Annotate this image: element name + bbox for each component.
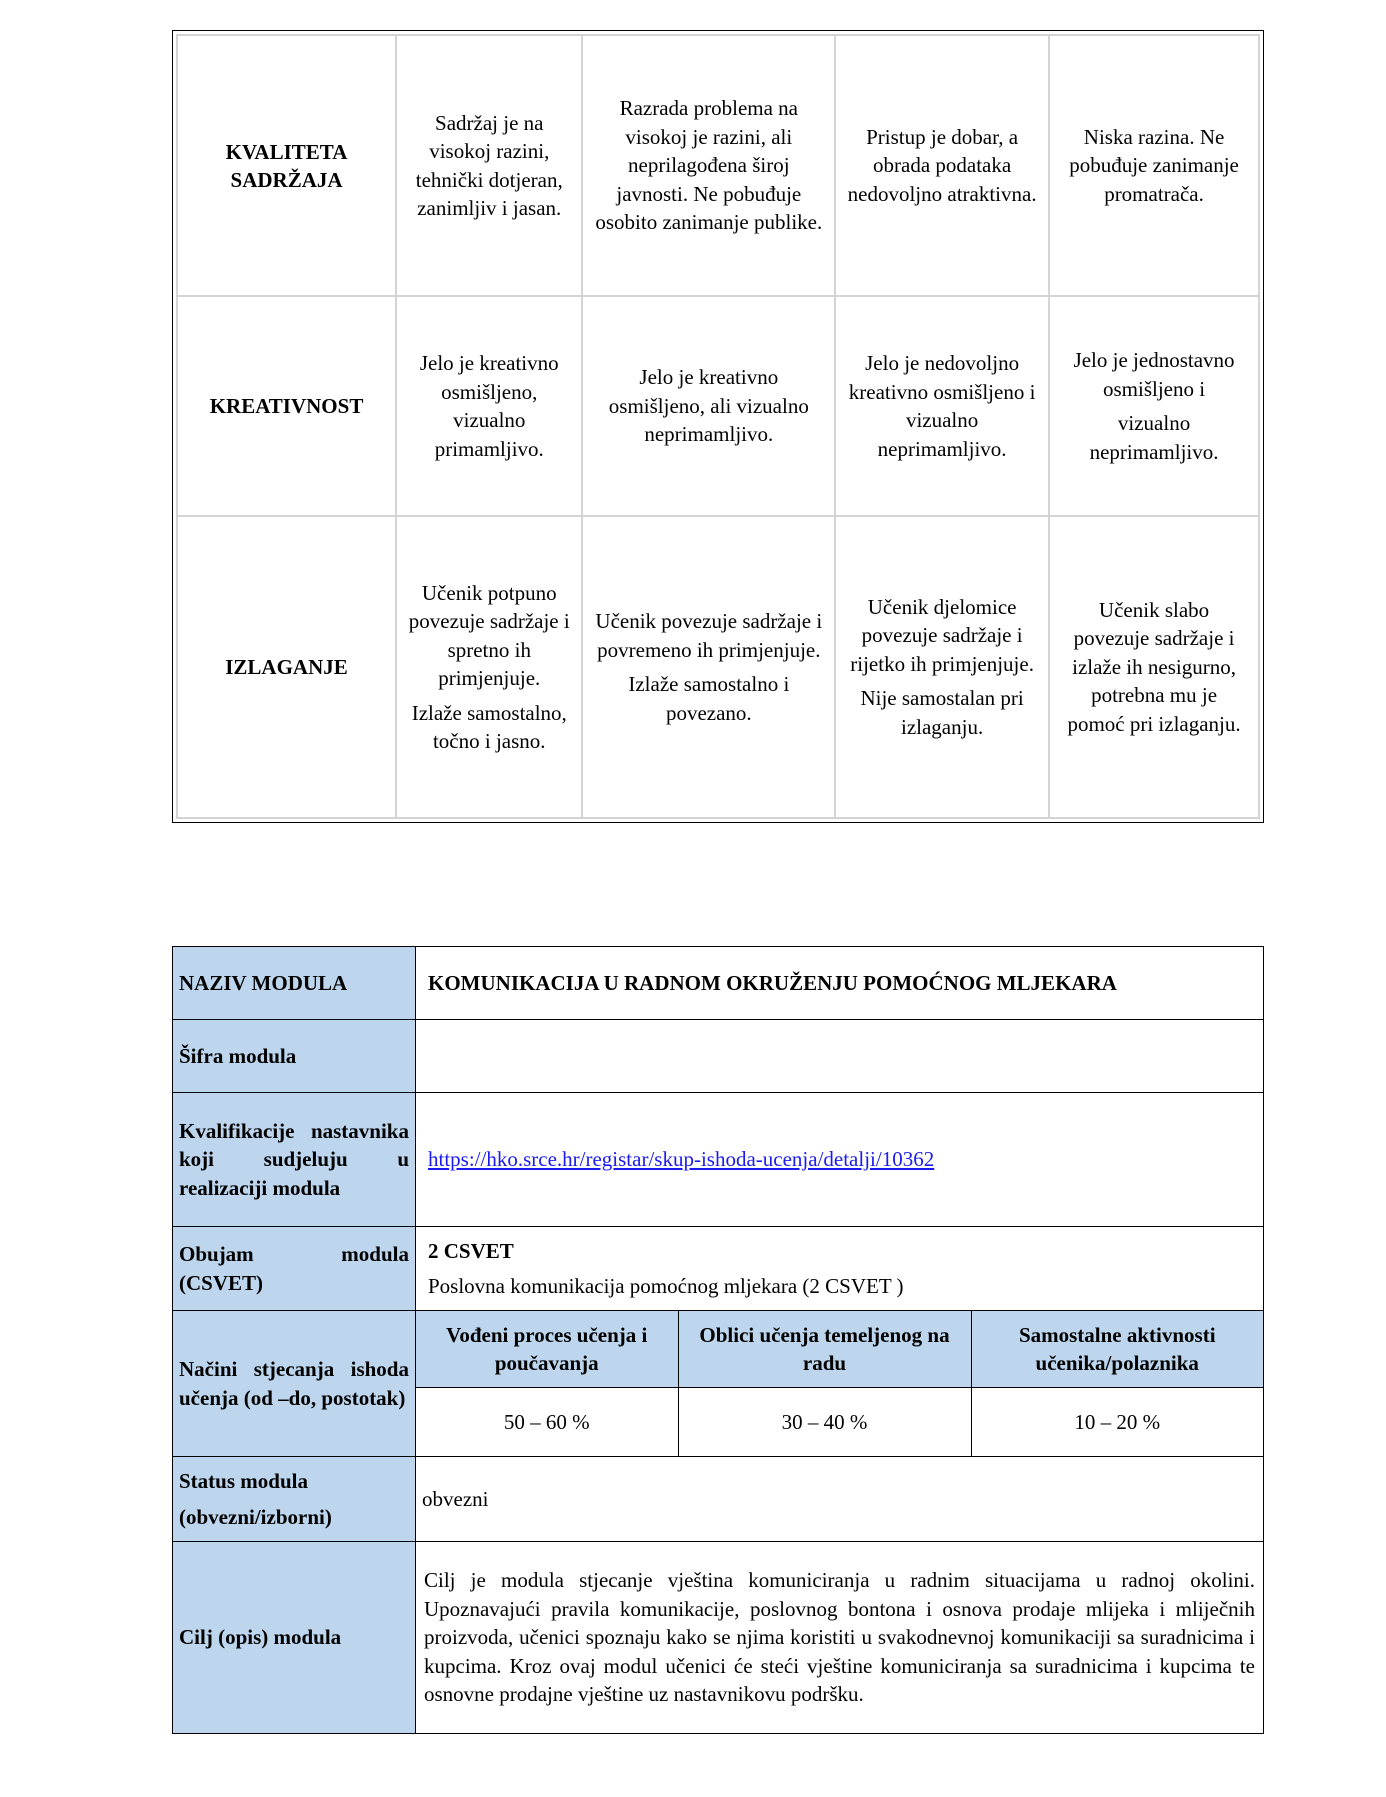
qualifications-row <box>173 1093 1264 1227</box>
method-percentage: 10 – 20 % <box>971 1388 1263 1457</box>
cell-text: Jelo je kreativno osmišljeno, ali vizualno neprimamljivo. <box>608 365 809 447</box>
qualifications-value <box>416 1093 1264 1227</box>
cell-text: vizualno neprimamljivo. <box>1089 411 1219 464</box>
module-code-label: Šifra modula <box>173 1020 416 1093</box>
rubric-cell <box>582 516 835 818</box>
cell-text: Razrada problema na visokoj je razini, ali neprilagođena široj javnosti. Ne pobuđuje osobito zanimanje publike. <box>595 96 823 235</box>
cell-text: Učenik djelomice povezuje sadržaje i rijetko ih primjenjuje. <box>850 594 1034 676</box>
rubric-cell <box>835 296 1049 516</box>
volume-row <box>173 1227 1264 1311</box>
rubric-row-quality <box>177 35 1259 296</box>
rubric-cell <box>835 35 1049 296</box>
goal-label: Cilj (opis) modula <box>173 1542 416 1734</box>
status-row <box>173 1457 1264 1542</box>
rubric-cell <box>396 35 582 296</box>
method-header: Vođeni proces učenja i poučavanja <box>416 1311 678 1388</box>
rubric-cell <box>1049 35 1259 296</box>
cell-text: Sadržaj je na visokoj razini, tehnički dotjeran, zanimljiv i jasan. <box>415 110 563 220</box>
volume-detail: Poslovna komunikacija pomoćnog mljekara (2 CSVET ) <box>428 1273 904 1298</box>
module-name-value: KOMUNIKACIJA U RADNOM OKRUŽENJU POMOĆNOG MLJEKARA <box>416 947 1264 1020</box>
methods-row <box>173 1311 1264 1457</box>
cell-text: Učenik potpuno povezuje sadržaje i spretno ih primjenjuje. <box>408 580 570 690</box>
cell-text: Jelo je jednostavno osmišljeno i <box>1073 348 1235 401</box>
module-name-row <box>173 947 1264 1020</box>
methods-table <box>416 1311 1263 1456</box>
volume-value <box>416 1227 1264 1311</box>
rubric-cell <box>1049 296 1259 516</box>
module-name-label: NAZIV MODULA <box>173 947 416 1020</box>
criterion-label: KVALITETA SADRŽAJA <box>177 35 396 296</box>
rubric-table <box>176 34 1260 819</box>
module-table <box>172 946 1264 1734</box>
method-header: Samostalne aktivnosti učenika/polaznika <box>971 1311 1263 1388</box>
cell-text: Jelo je nedovoljno kreativno osmišljeno i vizualno neprimamljivo. <box>848 351 1036 461</box>
assessment-rubric <box>172 30 1264 823</box>
cell-text: Izlaže samostalno, točno i jasno. <box>411 700 567 753</box>
methods-label: Načini stjecanja ishoda učenja (od –do, postotak) <box>173 1311 416 1457</box>
method-header: Oblici učenja temeljenog na radu <box>678 1311 971 1388</box>
criterion-label: KREATIVNOST <box>177 296 396 516</box>
cell-text: Izlaže samostalno i povezano. <box>628 672 790 725</box>
rubric-row-presentation <box>177 516 1259 818</box>
rubric-cell <box>396 516 582 818</box>
goal-value: Cilj je modula stjecanje vještina komuniciranja u radnim situacijama u radnoj okolini. Upoznavajući pravila komunikacije, poslovnog bontona i osnova prodaje mlijeka i mliječnih proizvoda, učenici spoznaju kako se njima koristiti u svakodnevnoj komunikaciji sa suradnicima i kupcima. Kroz ovaj modul učenici će steći vještine komuniciranja sa suradnicima i kupcima te osnovne prodajne vještine uz nastavnikovu podršku. <box>416 1542 1264 1734</box>
module-code-row <box>173 1020 1264 1093</box>
cell-text: Jelo je kreativno osmišljeno, vizualno primamljivo. <box>419 351 559 461</box>
qualifications-label: Kvalifikacije nastavnika koji sudjeluju u realizaciji modula <box>173 1093 416 1227</box>
rubric-cell <box>582 296 835 516</box>
cell-text: Pristup je dobar, a obrada podataka nedovoljno atraktivna. <box>847 124 1037 206</box>
status-label: Status modula (obvezni/izborni) <box>173 1457 416 1542</box>
rubric-cell <box>396 296 582 516</box>
methods-value <box>416 1311 1264 1457</box>
criterion-label: IZLAGANJE <box>177 516 396 818</box>
method-percentage: 30 – 40 % <box>678 1388 971 1457</box>
rubric-cell <box>582 35 835 296</box>
volume-total: 2 CSVET <box>428 1239 514 1263</box>
qualifications-link[interactable]: https://hko.srce.hr/registar/skup-ishoda-ucenja/detalji/10362 <box>428 1147 935 1172</box>
status-value: obvezni <box>416 1457 1264 1542</box>
module-code-value <box>416 1020 1264 1093</box>
cell-text: Učenik povezuje sadržaje i povremeno ih primjenjuje. <box>595 609 823 662</box>
volume-label: Obujam modula (CSVET) <box>173 1227 416 1311</box>
cell-text: Niska razina. Ne pobuđuje zanimanje promatrača. <box>1069 124 1239 206</box>
goal-row <box>173 1542 1264 1734</box>
cell-text: Nije samostalan pri izlaganju. <box>860 686 1024 739</box>
cell-text: Učenik slabo povezuje sadržaje i izlaže ih nesigurno, potrebna mu je pomoć pri izlaganju. <box>1067 597 1241 736</box>
rubric-row-creativity <box>177 296 1259 516</box>
rubric-cell <box>835 516 1049 818</box>
method-percentage: 50 – 60 % <box>416 1388 678 1457</box>
rubric-cell <box>1049 516 1259 818</box>
